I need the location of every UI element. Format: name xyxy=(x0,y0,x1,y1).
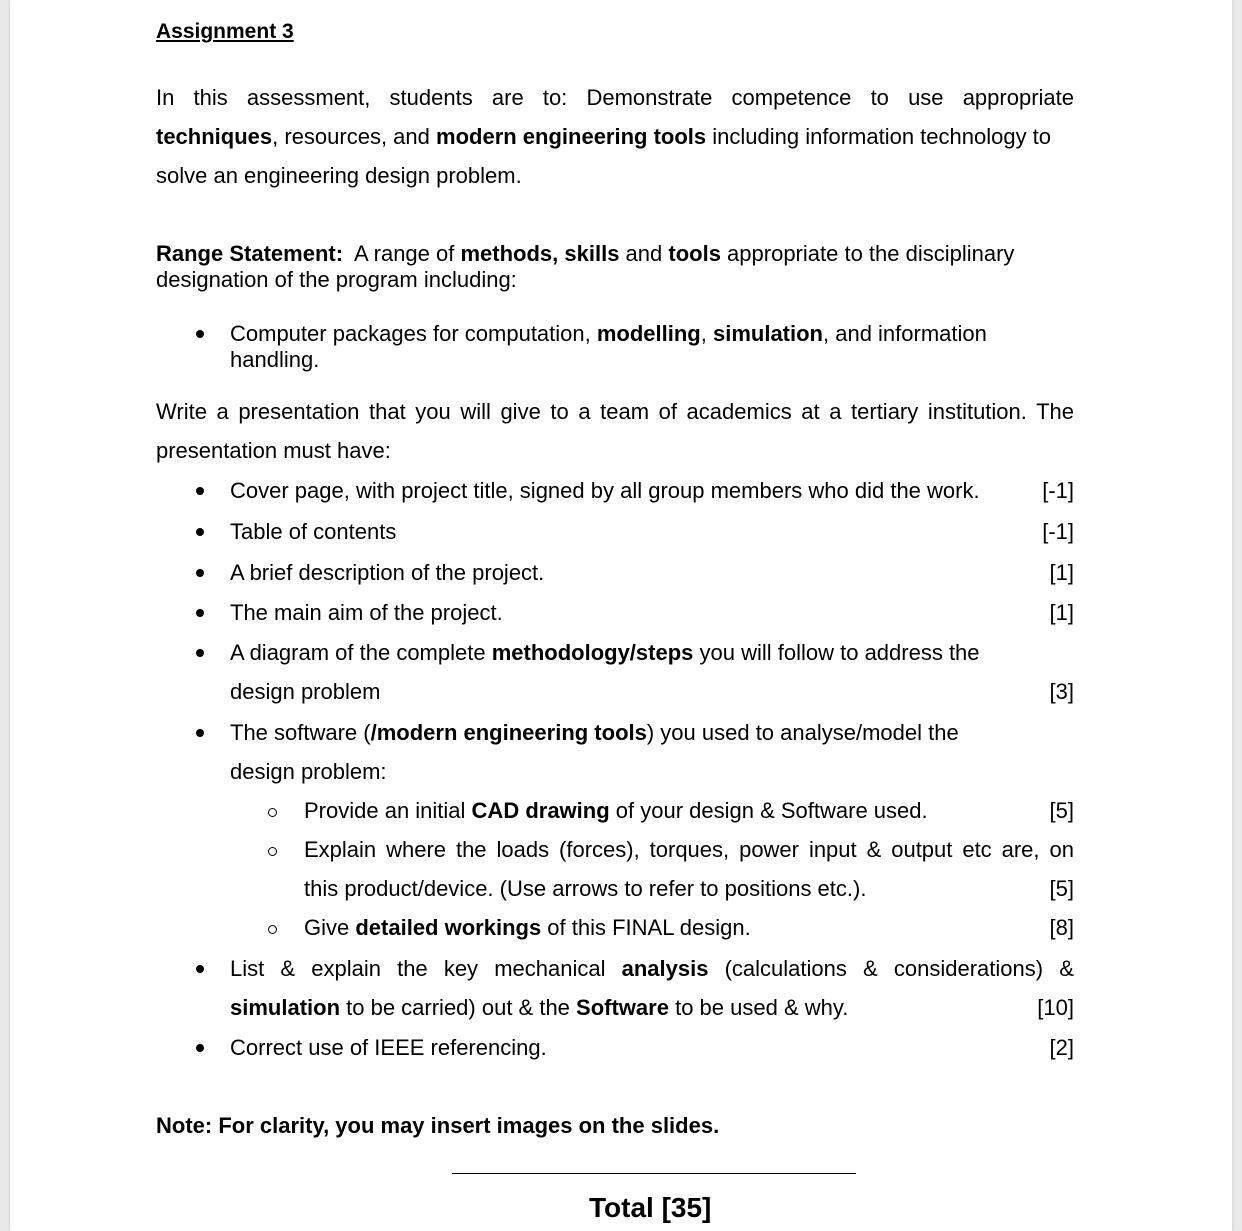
write-line-2: presentation must have: xyxy=(156,438,391,463)
range-text-1: A range of xyxy=(343,241,461,266)
cad-text-1: Provide an initial xyxy=(304,798,472,823)
subitem-detailed-workings xyxy=(304,915,751,941)
item-cover-page: Cover page, with project title, signed by all group members who did the work. xyxy=(230,478,980,503)
loads-word: Explain xyxy=(304,837,377,862)
range-text-3: appropriate to the disciplinary xyxy=(720,241,1015,266)
analysis-text-2: to be used & why. xyxy=(668,995,849,1020)
item-description: A brief description of the project. xyxy=(230,560,545,585)
intro-line-2-content xyxy=(156,124,1051,150)
write-text-1: Write a presentation that you will give to a team of academics at a tertiary institution. The xyxy=(156,399,1074,424)
mark-cad-drawing: [5] xyxy=(1049,798,1074,823)
mark-detailed-workings: [8] xyxy=(1049,915,1074,940)
intro-line-3: solve an engineering design problem. xyxy=(156,163,522,188)
range-bold-tools: tools xyxy=(668,241,721,266)
software-bold-tools: /modern engineering tools xyxy=(370,720,647,745)
workings-text-2: of this FINAL design. xyxy=(541,915,751,940)
loads-word: the xyxy=(455,837,487,862)
write-line-1 xyxy=(156,399,1074,425)
diagram-text-2: you will follow to address the xyxy=(693,640,980,665)
diagram-bold-methodology: methodology/steps xyxy=(491,640,694,665)
loads-word: are, xyxy=(1001,837,1040,862)
analysis-text-1: to be carried) out & the xyxy=(340,995,577,1020)
mark-table-of-contents: [-1] xyxy=(1042,519,1074,544)
bullet-icon xyxy=(196,330,204,338)
range-item-bold-modelling: modelling xyxy=(596,321,701,346)
loads-word: power xyxy=(739,837,799,862)
assignment-title: Assignment 3 xyxy=(156,20,294,43)
software-text-1: The software ( xyxy=(230,720,371,745)
loads-word: where xyxy=(386,837,447,862)
total-divider xyxy=(452,1173,856,1174)
intro-text-1: In this assessment, students are to: Demonstrate competence to use appropriate xyxy=(156,85,1074,110)
item-diagram-line-1 xyxy=(230,640,980,666)
intro-text-2b: including information technology to xyxy=(706,124,1052,149)
bullet-icon xyxy=(196,528,204,536)
intro-text-2a: , resources, and xyxy=(272,124,437,149)
bullet-icon xyxy=(196,609,204,617)
range-statement-line-1 xyxy=(156,241,1014,267)
subitem-loads-line-1 xyxy=(304,837,1074,863)
analysis-word: the xyxy=(397,956,428,981)
range-statement-line-2: designation of the program including: xyxy=(156,267,517,292)
bullet-icon xyxy=(196,649,204,657)
workings-text-1: Give xyxy=(304,915,356,940)
subitem-loads-line-2: this product/device. (Use arrows to refer to positions etc.). xyxy=(304,876,867,901)
subitem-cad-drawing xyxy=(304,798,928,824)
range-item-line-2: handling. xyxy=(230,347,320,372)
bullet-icon xyxy=(196,487,204,495)
item-software-line-2: design problem: xyxy=(230,759,387,784)
intro-bold-tools: modern engineering tools xyxy=(436,124,707,149)
loads-word: output xyxy=(891,837,953,862)
diagram-text-1: A diagram of the complete xyxy=(230,640,492,665)
item-main-aim: The main aim of the project. xyxy=(230,600,503,625)
mark-analysis: [10] xyxy=(1037,995,1074,1020)
analysis-word: List xyxy=(230,956,265,981)
analysis-word: considerations) xyxy=(893,956,1044,981)
item-analysis-line-2 xyxy=(230,995,848,1021)
intro-line-1 xyxy=(156,85,1074,111)
loads-word: etc xyxy=(962,837,992,862)
note-text: Note: For clarity, you may insert images on the slides. xyxy=(156,1113,720,1138)
item-ieee-referencing: Correct use of IEEE referencing. xyxy=(230,1035,547,1060)
range-item-text-3: , and information xyxy=(823,321,987,346)
range-text-2: and xyxy=(619,241,669,266)
item-diagram-line-2: design problem xyxy=(230,679,381,704)
workings-bold: detailed workings xyxy=(355,915,542,940)
intro-line-2 xyxy=(156,124,1074,150)
total-score: Total [35] xyxy=(589,1192,712,1223)
analysis-word: & xyxy=(280,956,296,981)
circle-bullet-icon xyxy=(268,925,277,934)
loads-word: (forces), xyxy=(559,837,640,862)
item-analysis-line-1 xyxy=(230,956,1074,982)
intro-bold-techniques: techniques xyxy=(156,124,273,149)
analysis-word: & xyxy=(863,956,878,981)
cad-bold-drawing: CAD drawing xyxy=(471,798,610,823)
range-item-text-2: , xyxy=(700,321,713,346)
document-page xyxy=(10,0,1232,1231)
analysis-word: mechanical xyxy=(494,956,606,981)
mark-main-aim: [1] xyxy=(1049,600,1074,625)
item-software-line-1 xyxy=(230,720,959,746)
circle-bullet-icon xyxy=(268,808,277,817)
circle-bullet-icon xyxy=(268,847,277,856)
analysis-word: (calculations xyxy=(724,956,847,981)
analysis-bold-software: Software xyxy=(576,995,669,1020)
range-item-text-1: Computer packages for computation, xyxy=(230,321,597,346)
range-bold-methods: methods, skills xyxy=(460,241,620,266)
loads-word: input xyxy=(808,837,857,862)
bullet-icon xyxy=(196,729,204,737)
bullet-icon xyxy=(196,1044,204,1052)
loads-word: torques, xyxy=(649,837,730,862)
range-item-bold-simulation: simulation xyxy=(712,321,823,346)
analysis-word: explain xyxy=(311,956,381,981)
mark-description: [1] xyxy=(1049,560,1074,585)
mark-cover-page: [-1] xyxy=(1042,478,1074,503)
software-text-2: ) you used to analyse/model the xyxy=(646,720,959,745)
mark-ieee-referencing: [2] xyxy=(1049,1035,1074,1060)
loads-word: loads xyxy=(496,837,550,862)
analysis-bold-simulation: simulation xyxy=(230,995,341,1020)
item-table-of-contents: Table of contents xyxy=(230,519,397,544)
analysis-word: & xyxy=(1059,956,1074,981)
mark-loads: [5] xyxy=(1049,876,1074,901)
range-statement-label: Range Statement: xyxy=(156,241,344,266)
analysis-bold-word: analysis xyxy=(621,956,709,981)
bullet-icon xyxy=(196,569,204,577)
mark-diagram: [3] xyxy=(1049,679,1074,704)
loads-word: on xyxy=(1049,837,1074,862)
loads-word: & xyxy=(866,837,882,862)
analysis-word: key xyxy=(443,956,479,981)
range-item-line-1 xyxy=(230,321,987,347)
cad-text-2: of your design & Software used. xyxy=(609,798,928,823)
bullet-icon xyxy=(196,965,204,973)
